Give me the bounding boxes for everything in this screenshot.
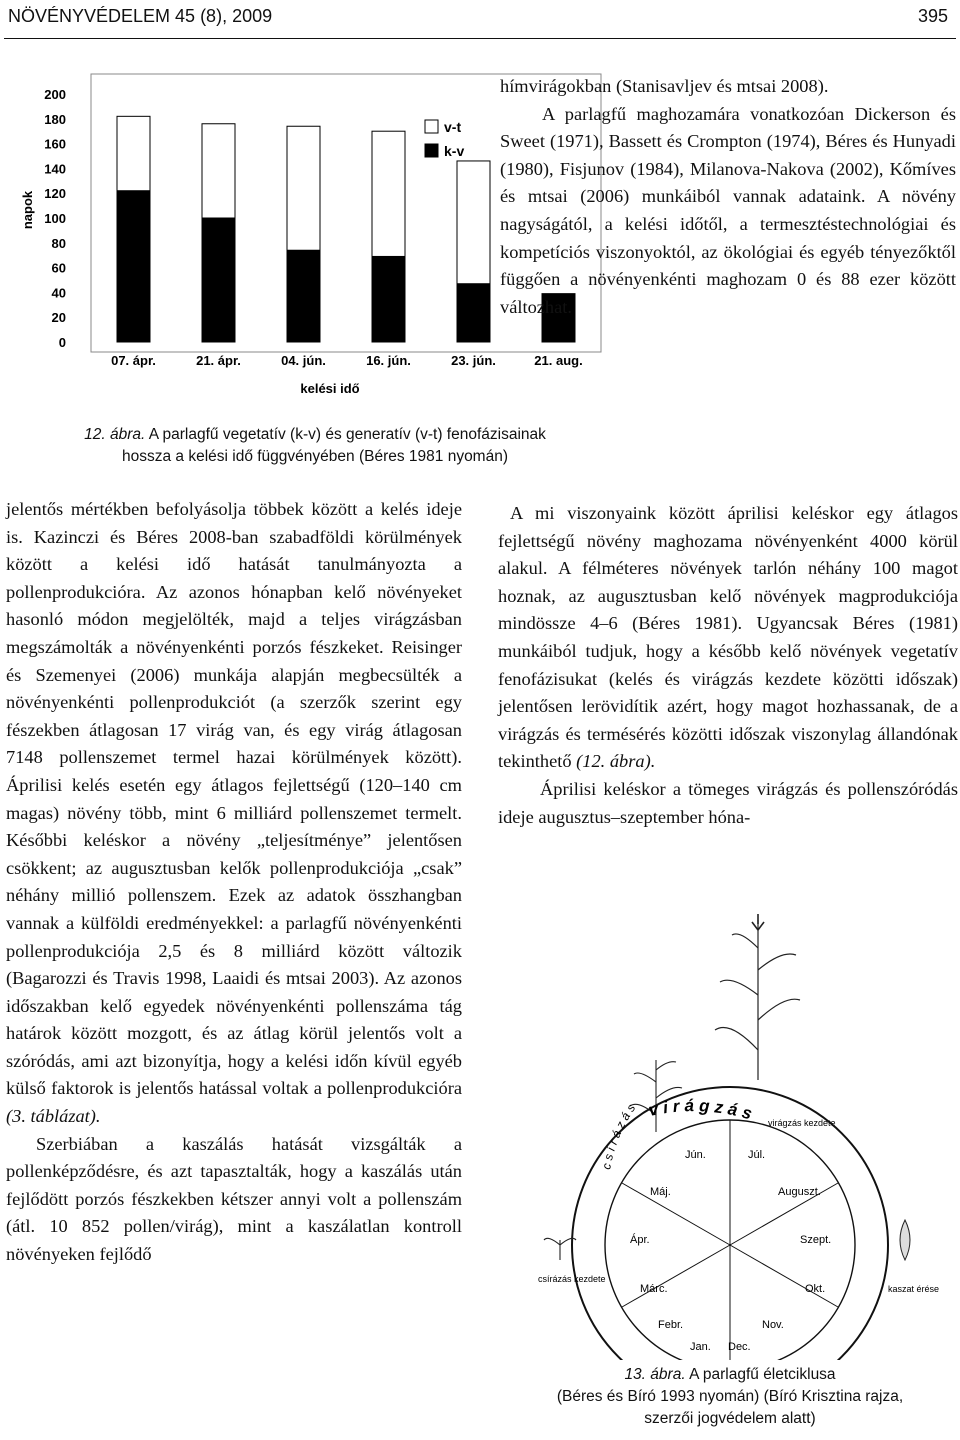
y-tick-labels (44, 87, 66, 350)
figure-12-caption-line2: hossza a kelési idő függvényében (Béres 1981 nyomán) (121, 448, 509, 465)
y-axis-label: napok (20, 190, 35, 230)
x-tick-label: 04. jún. (281, 353, 326, 368)
figure-13-caption-line3: szerzői jogvédelem alatt) (644, 1410, 816, 1427)
legend-label-vt: v-t (444, 119, 462, 135)
ring-label-germination: c s í r á z á s (599, 1101, 639, 1171)
y-tick-label: 20 (51, 310, 66, 326)
bar-vt-2 (287, 126, 320, 250)
y-tick-label: 160 (44, 136, 66, 152)
month-szept: Szept. (800, 1234, 832, 1246)
table-3-reference: (3. táblázat). (6, 1106, 101, 1127)
plant-drawing-small-icon (630, 1060, 682, 1132)
bar-vt-0 (117, 116, 150, 190)
figure-12-caption-line1: A parlagfű vegetatív (k-v) és generatív (v-t) fenofázisainak (148, 426, 546, 443)
month-febr: Febr. (658, 1319, 684, 1331)
bar-kv-2 (287, 250, 320, 342)
y-tick-label: 40 (51, 285, 66, 301)
right-paragraph-2-text: A mi viszonyaink között áprilisi keléskor egy átlagos fejlettségű növény maghozama növényenként 4000 körül alakul. A félméteres növények tarlón néhány 100 magot hoznak, az augusztusban kelő növények magprodukciója mindössze 4–6 (Béres 1981). Ugyancsak Béres (1981) munkáiból tudjuk, hogy a később kelő növények vegetatív fenofázisukat (kelés és virágzás kezdete közötti időszak) jelentősen lerövidítik azért, hogy magot hozhassanak, de a virágzás és termésérés közötti időszak viszonylag állandónak tekinthető (498, 503, 958, 772)
spoke-3 (730, 1245, 838, 1307)
legend-label-kv: k-v (444, 143, 465, 159)
left-paragraph-1-text: jelentős mértékben befolyásolja többek között a kelés ideje is. Kazinczi és Béres 2008-ban szabadföldi körülmények között a kelési idő hatását tanulmányozta a pollenprodukcióra. Az azonos hónapban kelő növényeket hasonló módon megjelölték, majd a teljes virágzásban megszámolták a növényenkénti porzós fészkeket. Reisinger és Szemenyei (2006) munkája alapján megbecsülték a növényenkénti pollenprodukciót (a szerzők szerint egy fészekben átlagosan 17 virág van, és egy virág átlagosan 7148 pollenszemet termel hazai körülmények között). Áprilisi kelés esetén egy átlagos fejlettségű (120–140 cm magas) növény több, mint 6 milliárd pollenszemet termelt. Későbbi keléskor a növény „teljesítménye” jelentősen csökkent; az augusztusban kelők pollenprodukciója „csak” néhány millió pollenszem. Ezek az adatok összhangban vannak a külföldi eredményekkel: a parlagfű növényenkénti pollenprodukciója 2,5 és 8 milliárd között változik (Bagarozzi és Travis 1998, Laaidi és mtsai 2003). Az azonos időszakban kelő egyedek növényenkénti pollenszáma tág határok között mozgott, és az átlag körül jelentős volt a szóródás, ami azt bizonyítja, hogy a kelési időn kívül egyéb külső faktorok is jelentős hatással voltak a pollenprodukcióra (6, 499, 462, 1099)
month-jun: Jún. (685, 1149, 706, 1161)
x-tick-label: 23. jún. (451, 353, 496, 368)
x-tick-labels (111, 353, 583, 368)
left-text-column (6, 496, 462, 1269)
right-paragraph-3: Áprilisi keléskor a tömeges virágzás és pollenszóródás ideje augusztus–szeptember hóna- (498, 778, 958, 827)
y-tick-label: 0 (58, 335, 66, 350)
y-tick-label: 100 (44, 211, 66, 226)
bar-vt-3 (372, 131, 405, 256)
left-paragraph-1 (6, 496, 462, 1131)
label-flowering-start: virágzás kezdete (768, 1118, 836, 1128)
seed-icon (900, 1220, 910, 1260)
bar-vt-1 (202, 124, 235, 218)
figure-12-reference: (12. ábra). (576, 751, 656, 772)
running-header-journal: NÖVÉNYVÉDELEM 45 (8), 2009 (8, 6, 273, 26)
month-apr: Ápr. (630, 1234, 650, 1246)
month-okt: Okt. (805, 1283, 826, 1295)
label-seed-ripening: kaszat érése (888, 1284, 940, 1294)
bar-kv-4 (457, 284, 490, 342)
y-tick-label: 60 (51, 260, 66, 276)
x-tick-label: 07. ápr. (111, 353, 156, 368)
y-tick-label: 80 (51, 235, 66, 251)
legend (425, 119, 464, 159)
figure-13-lifecycle-drawing (500, 900, 960, 1360)
month-maj: Máj. (650, 1186, 671, 1198)
right-paragraph-2 (498, 500, 958, 776)
y-tick-label: 120 (44, 186, 66, 202)
bar-kv-0 (117, 191, 150, 342)
label-germination-start: csírázás kezdete (538, 1274, 606, 1284)
y-tick-label: 140 (44, 161, 66, 177)
left-paragraph-2: Szerbiában a kaszálás hatását vizsgálták a pollenképződésre, és azt tapasztalták, hogy a kaszálás után fejlődött porzós fészkekben kétszer annyi volt a pollenszám (átl. 10 852 pollen/virág), mint a kaszálatlan kontroll növényeken fejlődő (6, 1133, 462, 1265)
month-marc: Márc. (640, 1283, 668, 1295)
x-axis-label: kelési idő (300, 381, 360, 396)
right-paragraph-0: hímvirágokban (Stanisavljev és mtsai 2008). (500, 76, 829, 96)
month-labels (630, 1149, 831, 1353)
month-nov: Nov. (762, 1319, 784, 1331)
figure-13-number: 13. ábra. (624, 1366, 686, 1383)
figure-12-caption (10, 424, 620, 468)
lifecycle-svg (500, 900, 960, 1360)
right-paragraph-1: A parlagfű maghozamára vonatkozóan Dickerson és Sweet (1971), Bassett és Crompton (1974), Béres és Hunyadi (1980), Fisjunov (1984), Milanova-Nakova (2002), Kőmíves és mtsai (2006) munkáiból vannak adataink. A növény nagyságától, a kelési időtől, a termesztéstechnológiai és kompetíciós viszonyoktól, az ökológiai és egyéb tényezőktől függően a növényenkénti maghozam 0 és 88 ezer között változhat. (500, 103, 956, 317)
figure-12-number: 12. ábra. (84, 426, 146, 443)
figure-13-caption-line2: (Béres és Bíró 1993 nyomán) (Bíró Krisztina rajza, (556, 1388, 904, 1405)
month-jan: Jan. (690, 1341, 711, 1353)
legend-swatch-vt (425, 120, 438, 133)
ring-label-flowering: v i r á g z á s (646, 1096, 755, 1124)
figure-13-caption-line1: A parlagfű életciklusa (689, 1366, 836, 1383)
right-text-column-middle (498, 500, 958, 831)
x-tick-label: 21. ápr. (196, 353, 241, 368)
month-dec: Dec. (728, 1341, 751, 1353)
x-tick-label: 21. aug. (534, 353, 583, 368)
page-number: 395 (917, 6, 948, 26)
bar-kv-3 (372, 256, 405, 342)
bar-vt-4 (457, 161, 490, 284)
month-jul: Júl. (748, 1149, 766, 1161)
y-tick-label: 180 (44, 111, 66, 127)
y-tick-label: 200 (44, 87, 66, 102)
spoke-5 (622, 1245, 730, 1307)
right-text-column-top (500, 73, 956, 321)
legend-swatch-kv (425, 144, 438, 157)
x-tick-label: 16. jún. (366, 353, 411, 368)
bar-kv-1 (202, 218, 235, 342)
figure-13-caption (505, 1364, 955, 1430)
plant-drawing-large-icon (715, 914, 800, 1080)
header-rule (4, 38, 956, 39)
month-aug: Auguszt. (778, 1186, 821, 1198)
